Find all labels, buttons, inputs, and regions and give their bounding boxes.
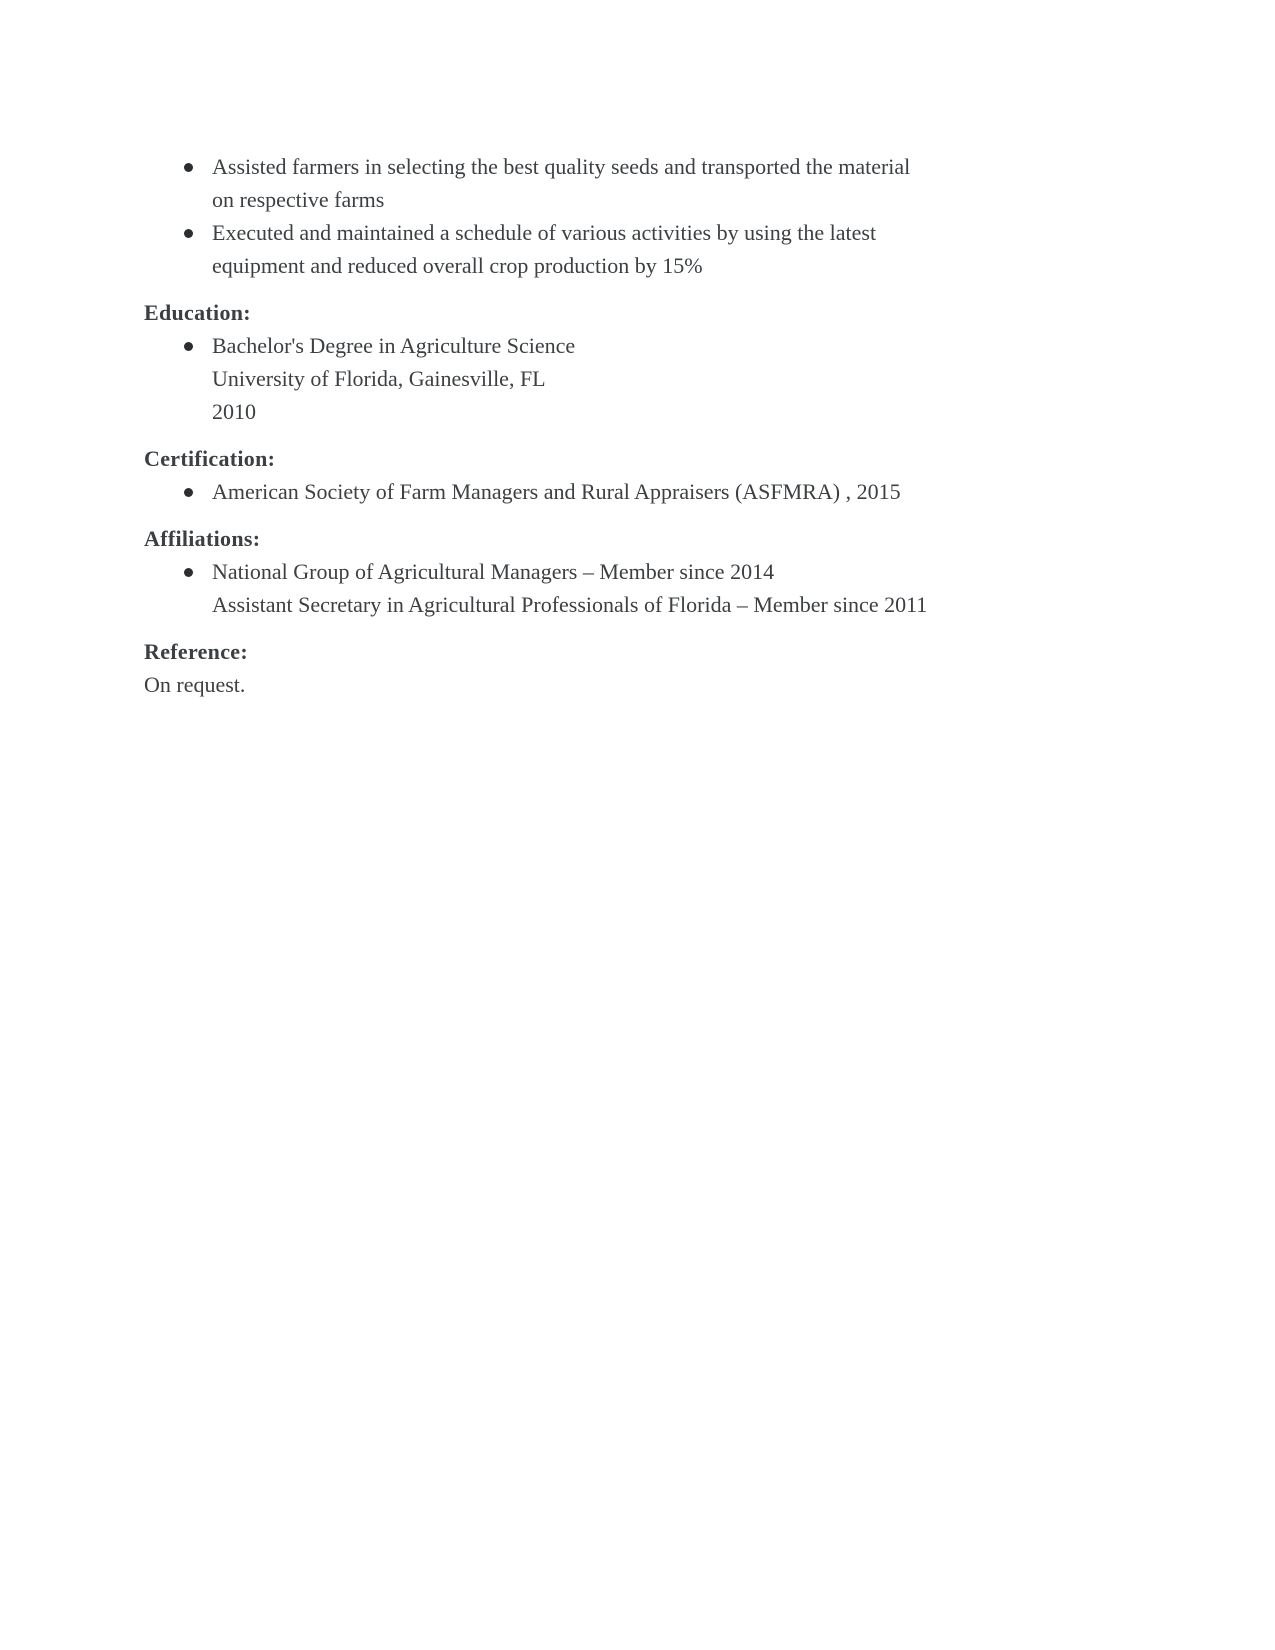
bullet-text-line: University of Florida, Gainesville, FL <box>212 366 546 391</box>
list-item <box>144 216 1131 282</box>
page-content <box>0 0 1275 701</box>
bullet-text-line: Bachelor's Degree in Agriculture Science <box>212 333 576 358</box>
bullet-text-line: Assisted farmers in selecting the best quality seeds and transported the material <box>212 154 911 179</box>
bullet-icon <box>184 488 193 497</box>
section-heading-certification: Certification: <box>144 446 276 471</box>
section-heading-reference: Reference: <box>144 639 248 664</box>
education-bullet-list <box>144 329 1131 428</box>
list-item <box>144 150 1131 216</box>
list-item <box>144 555 1131 621</box>
list-item <box>144 475 1131 508</box>
bullet-text-line: American Society of Farm Managers and Rural Appraisers (ASFMRA) , 2015 <box>212 479 901 504</box>
bullet-icon <box>184 229 193 238</box>
bullet-text-line: Assistant Secretary in Agricultural Professionals of Florida – Member since 2011 <box>212 592 928 617</box>
list-item <box>144 329 1131 428</box>
experience-bullet-list <box>144 150 1131 282</box>
bullet-text-line: equipment and reduced overall crop production by 15% <box>212 253 703 278</box>
section-heading-affiliations: Affiliations: <box>144 526 261 551</box>
affiliations-bullet-list <box>144 555 1131 621</box>
certification-bullet-list <box>144 475 1131 508</box>
bullet-icon <box>184 568 193 577</box>
bullet-icon <box>184 342 193 351</box>
section-heading-education: Education: <box>144 300 251 325</box>
bullet-text-line: National Group of Agricultural Managers – Member since 2014 <box>212 559 775 584</box>
bullet-text-line: Executed and maintained a schedule of various activities by using the latest <box>212 220 877 245</box>
bullet-text-line: 2010 <box>212 399 256 424</box>
bullet-icon <box>184 163 193 172</box>
bullet-text-line: on respective farms <box>212 187 385 212</box>
reference-text: On request. <box>144 672 246 697</box>
